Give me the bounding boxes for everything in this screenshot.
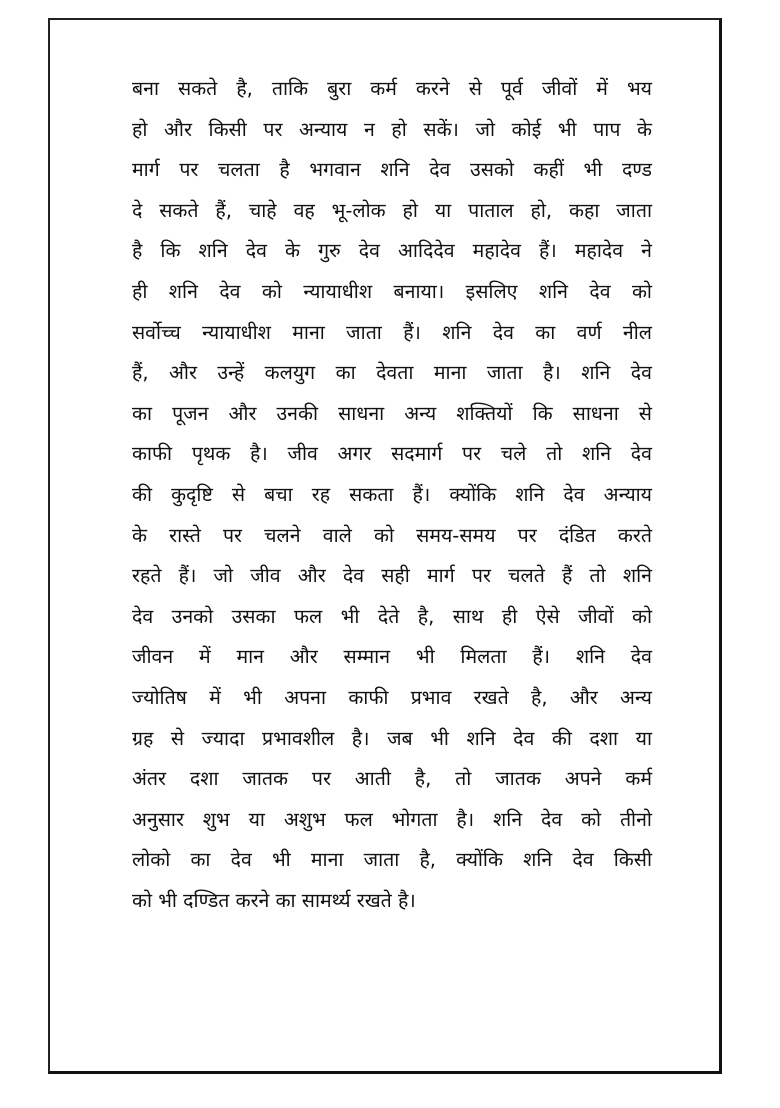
- text-line: हैं, और उन्हें कलयुग का देवता माना जाता है। शनि देव: [132, 361, 652, 385]
- text-line: हो और किसी पर अन्याय न हो सकें। जो कोई भी पाप के: [132, 117, 652, 141]
- text-line-last: को भी दण्डित करने का सामर्थ्य रखते है।: [132, 888, 416, 912]
- text-line: रहते हैं। जो जीव और देव सही मार्ग पर चलते हैं तो शनि: [132, 564, 652, 588]
- text-line: लोको का देव भी माना जाता है, क्योंकि शनि देव किसी: [132, 848, 652, 872]
- text-line: ग्रह से ज्यादा प्रभावशील है। जब भी शनि देव की दशा या: [132, 726, 652, 750]
- text-line: ज्योतिष में भी अपना काफी प्रभाव रखते है, और अन्य: [132, 685, 652, 709]
- text-line: की कुदृष्टि से बचा रह सकता हैं। क्योंकि शनि देव अन्याय: [132, 482, 652, 506]
- text-line: दे सकते हैं, चाहे वह भू-लोक हो या पाताल हो, कहा जाता: [132, 198, 652, 222]
- text-line: जीवन में मान और सम्मान भी मिलता हैं। शनि देव: [132, 645, 652, 669]
- text-line: मार्ग पर चलता है भगवान शनि देव उसको कहीं भी दण्ड: [132, 158, 652, 182]
- text-line: ही शनि देव को न्यायाधीश बनाया। इसलिए शनि देव को: [132, 279, 652, 303]
- text-line: का पूजन और उनकी साधना अन्य शक्तियों कि साधना से: [132, 401, 652, 425]
- text-line: बना सकते है, ताकि बुरा कर्म करने से पूर्व जीवों में भय: [132, 77, 652, 100]
- text-line: सर्वोच्च न्यायाधीश माना जाता हैं। शनि देव का वर्ण नील: [132, 320, 652, 344]
- text-line: अनुसार शुभ या अशुभ फल भोगता है। शनि देव को तीनो: [132, 807, 652, 831]
- text-line: अंतर दशा जातक पर आती है, तो जातक अपने कर्म: [132, 767, 652, 791]
- text-line: के रास्ते पर चलने वाले को समय-समय पर दंडित करते: [132, 523, 652, 547]
- body-paragraph: [132, 69, 652, 921]
- text-line: है कि शनि देव के गुरु देव आदिदेव महादेव हैं। महादेव ने: [132, 239, 652, 263]
- text-line: देव उनको उसका फल भी देते है, साथ ही ऐसे जीवों को: [132, 604, 652, 628]
- text-line: काफी पृथक है। जीव अगर सदमार्ग पर चले तो शनि देव: [132, 442, 652, 466]
